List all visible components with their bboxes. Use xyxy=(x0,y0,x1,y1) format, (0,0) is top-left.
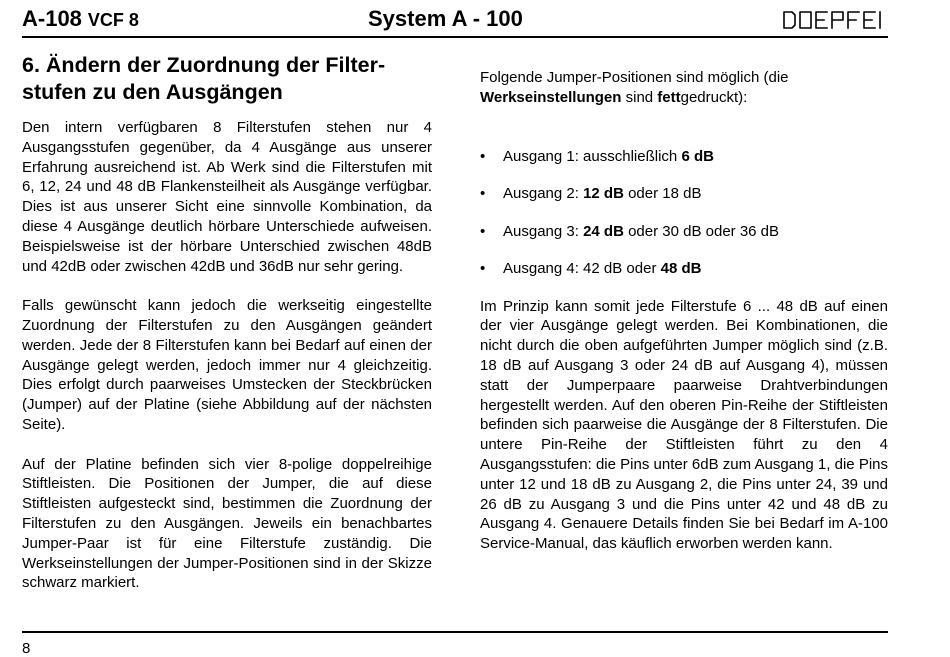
jumper-option-list xyxy=(480,147,888,297)
list-item xyxy=(480,222,888,260)
list-item xyxy=(480,147,888,185)
paragraph-reassignment: Falls gewünscht kann jedoch die werkseitig eingestellte Zuordnung der Filterstufen zu den Ausgängen geändert werden. Jede der 8 Filterstufen kann bei Bedarf auf einen der Ausgänge gelegt werden, jedoch immer nur 4 gleichzeitig. Dies erfolgt durch paarweises Umstecken der Steckbrücken (Jumper) auf der Platine (siehe Abbildung auf der nächsten Seite). xyxy=(22,297,432,433)
section-title-line1: 6. Ändern der Zuordnung der Filter- xyxy=(22,53,386,77)
footer-rule xyxy=(22,631,888,633)
option-alternatives: oder 30 dB oder 36 dB xyxy=(623,222,780,240)
list-item xyxy=(480,259,888,297)
option-default: 12 dB xyxy=(583,185,624,203)
module-subtitle: VCF 8 xyxy=(87,10,139,30)
option-text: Ausgang 2: xyxy=(503,185,584,203)
list-item xyxy=(480,184,888,222)
jumper-options xyxy=(480,147,888,297)
jumper-intro-mid: sind xyxy=(621,88,658,106)
page-header xyxy=(22,6,888,36)
option-default: 6 dB xyxy=(681,147,714,165)
right-column xyxy=(480,68,888,554)
system-title: System A - 100 xyxy=(368,6,523,31)
doepfer-logo xyxy=(782,9,882,31)
option-text: Ausgang 3: xyxy=(503,222,584,240)
option-text: Ausgang 4: 42 dB oder xyxy=(503,260,661,278)
section-title xyxy=(22,52,432,106)
jumper-intro-bold-fett: fett xyxy=(657,88,681,106)
jumper-intro-bold-settings: Werkseinstellungen xyxy=(480,88,622,106)
paragraph-intro: Den intern verfügbaren 8 Filterstufen stehen nur 4 Ausgangsstufen gegenüber, da 4 Ausgänge aus unserer Erfahrung ausreichend ist. Ab Werk sind die Filterstufen mit 6, 12, 24 und 48 dB Flankensteilheit als Ausgänge verfügbar. Dies ist aus unserer Sicht eine sinnvolle Kombination, da diese 4 Ausgänge deutlich hörbare Unterschiede aufweisen. Beispielsweise ist der hörbare Unterschied zwischen 48dB und 42dB oder zwischen 42dB und 36dB nur sehr gering. xyxy=(22,119,432,275)
option-text: Ausgang 1: ausschließlich xyxy=(503,147,682,165)
jumper-intro-text: Folgende Jumper-Positionen sind möglich (die xyxy=(480,69,789,86)
jumper-intro xyxy=(480,68,888,108)
page-number: 8 xyxy=(22,640,31,657)
section-title-line2: stufen zu den Ausgängen xyxy=(22,80,283,104)
module-id: A-108 xyxy=(22,6,82,31)
module-name xyxy=(22,6,139,32)
option-default: 48 dB xyxy=(660,260,702,278)
option-default: 24 dB xyxy=(583,222,624,240)
option-alternatives: oder 18 dB xyxy=(623,185,702,203)
paragraph-pin-headers: Auf der Platine befinden sich vier 8-polige doppelreihige Stiftleisten. Die Positionen der Jumper, die auf diese Stiftleisten aufgesteckt sind, bestimmen die Zuordnung der Filterstufen zu den Ausgängen. Jeweils ein benachbartes Jumper-Paar ist für eine Filterstufe zuständig. Die Werkseinstellungen der Jumper-Positionen sind in der Skizze schwarz markiert. xyxy=(22,455,432,592)
header-rule xyxy=(22,36,888,38)
left-column xyxy=(22,52,432,593)
jumper-intro-end: gedruckt): xyxy=(680,88,748,106)
paragraph-wiring: Im Prinzip kann somit jede Filterstufe 6 ... 48 dB auf einen der vier Ausgänge gelegt werden. Bei Kombinationen, die nicht durch die oben aufgeführten Jumper möglich sind (z.B. 18 dB auf Ausgang 3 oder 24 dB auf Ausgang 4), müssen statt der Jumperpaare paarweise Drahtverbindungen hergestellt werden. Auf den oberen Pin-Reihe der Stiftleisten befinden sich paarweise die Ausgänge der 8 Filterstufen. Die untere Pin-Reihe der Stiftleisten führt zu den 4 Ausgangsstufen: die Pins unter 6dB zum Ausgang 1, die Pins unter 12 und 18 dB zu Ausgang 2, die Pins unter 24, 39 und 26 dB zu Ausgang 3 und die Pins unter 42 und 48 dB zu Ausgang 4. Genauere Details finden Sie bei Bedarf im A-100 Service-Manual, das käuflich erworben werden kann. xyxy=(480,297,888,553)
